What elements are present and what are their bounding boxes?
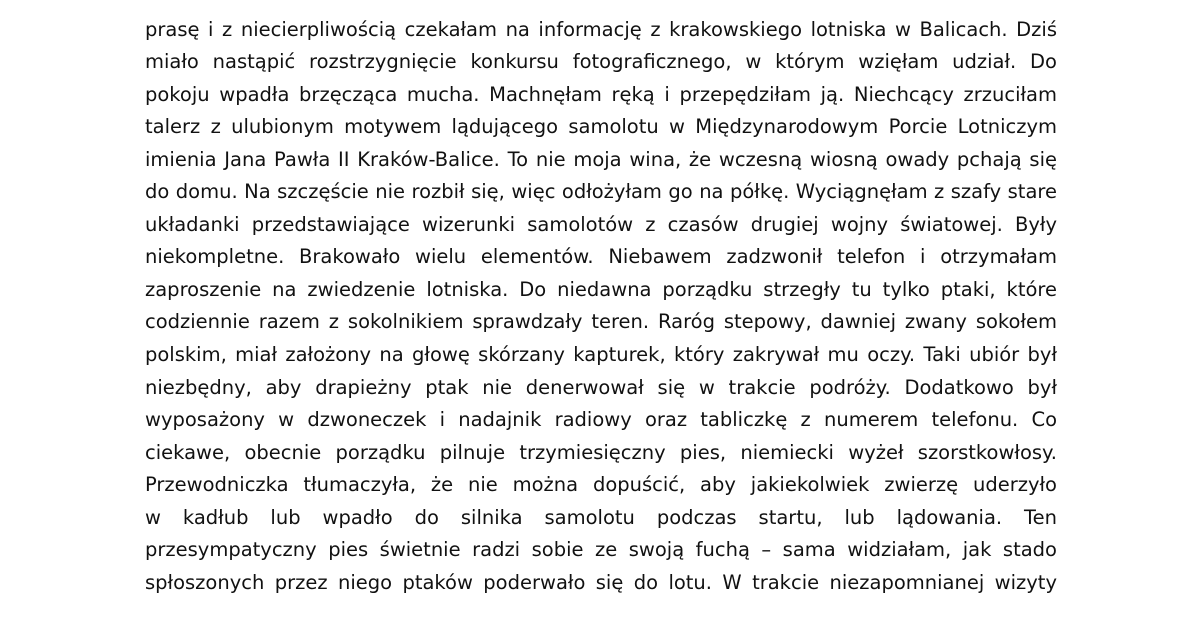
text-line: imienia Jana Pawła II Kraków-Balice. To nie moja wina, że wczesną wiosną owady pchają się: [145, 147, 1057, 171]
text-line: codziennie razem z sokolnikiem sprawdzały teren. Raróg stepowy, dawniej zwany sokołem: [145, 310, 1057, 334]
text-line-partial-bottom: [145, 599, 1057, 630]
text-line: w kadłub lub wpadło do silnika samolotu podczas startu, lub lądowania. Ten: [145, 505, 1057, 529]
text-line: miało nastąpić rozstrzygnięcie konkursu fotograficznego, w którym wzięłam udział. Do: [145, 50, 1057, 74]
text-line: Przewodniczka tłumaczyła, że nie można dopuścić, aby jakiekolwiek zwierzę uderzyło: [145, 473, 1057, 497]
text-line: prasę i z niecierpliwością czekałam na informację z krakowskiego lotniska w Balicach. Dziś: [145, 17, 1057, 41]
text-line: układanki przedstawiające wizerunki samolotów z czasów drugiej wojny światowej. Były: [145, 212, 1057, 236]
text-line: wyposażony w dzwoneczek i nadajnik radiowy oraz tabliczkę z numerem telefonu. Co: [145, 408, 1057, 432]
text-line: talerz z ulubionym motywem lądującego samolotu w Międzynarodowym Porcie Lotniczym: [145, 115, 1057, 139]
text-line: niekompletne. Brakowało wielu elementów. Niebawem zadzwonił telefon i otrzymałam: [145, 245, 1057, 269]
text-line-partial-top: [145, 0, 1057, 14]
text-line: spłoszonych przez niego ptaków poderwało się do lotu. W trakcie niezapomnianej wizyty: [145, 570, 1057, 594]
text-line: polskim, miał założony na głowę skórzany kapturek, który zakrywał mu oczy. Taki ubiór był: [145, 343, 1057, 367]
text-line: do domu. Na szczęście nie rozbił się, więc odłożyłam go na półkę. Wyciągnęłam z szafy stare: [145, 180, 1057, 204]
text-line: pokoju wpadła brzęcząca mucha. Machnęłam ręką i przepędziłam ją. Niechcący zrzuciłam: [145, 82, 1057, 106]
body-text: [145, 0, 1057, 630]
text-line: przesympatyczny pies świetnie radzi sobie ze swoją fuchą – sama widziałam, jak stado: [145, 538, 1057, 562]
text-line: niezbędny, aby drapieżny ptak nie denerwował się w trakcie podróży. Dodatkowo był: [145, 375, 1057, 399]
text-line: zaproszenie na zwiedzenie lotniska. Do niedawna porządku strzegły tu tylko ptaki, które: [145, 277, 1057, 301]
text-line: ciekawe, obecnie porządku pilnuje trzymiesięczny pies, niemiecki wyżeł szorstkowłosy.: [145, 440, 1057, 464]
